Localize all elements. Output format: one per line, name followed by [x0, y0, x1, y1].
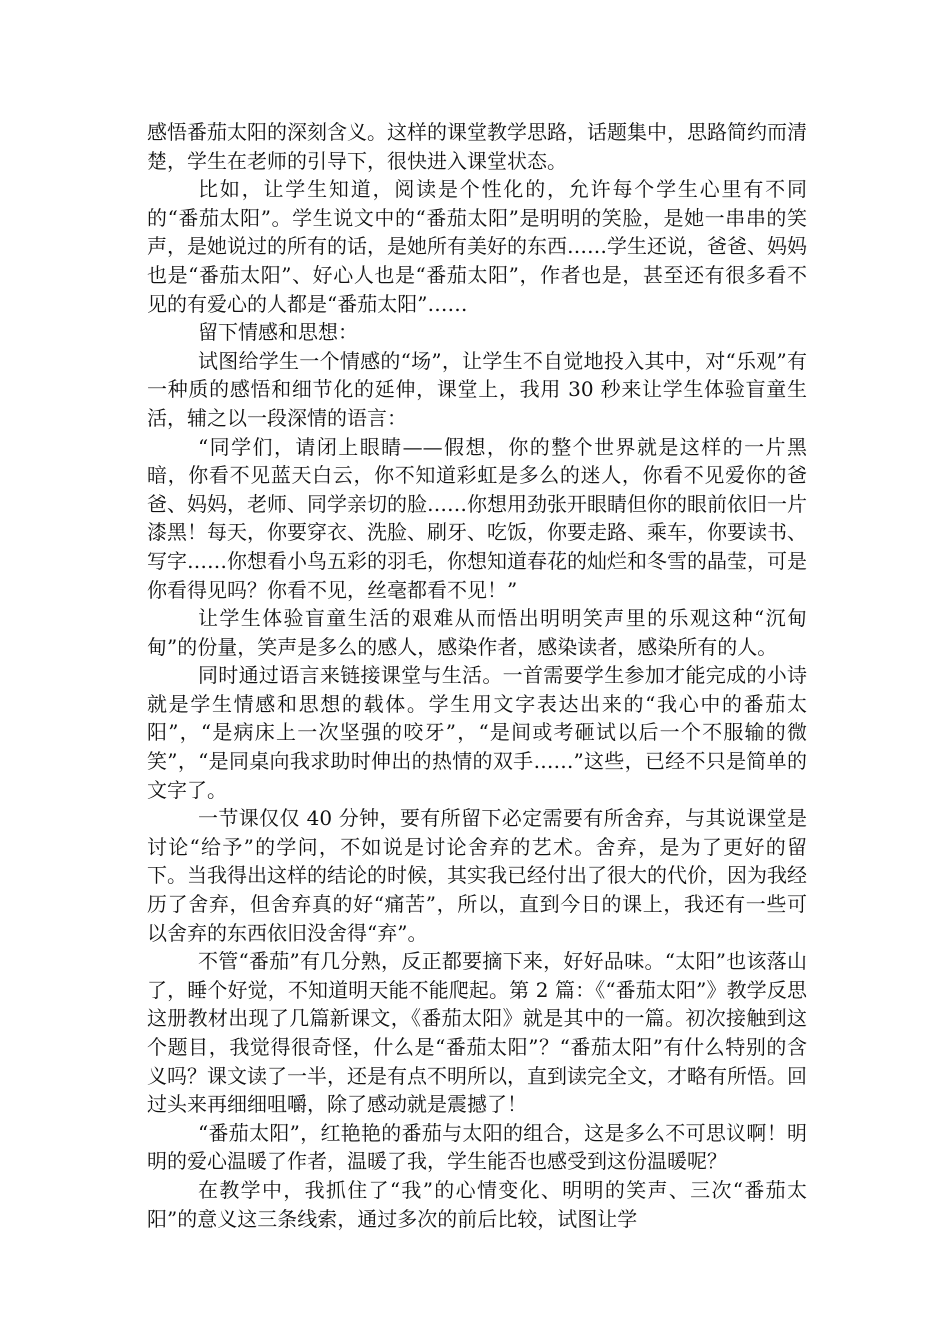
- paragraph: 比如，让学生知道，阅读是个性化的，允许每个学生心里有不同的“番茄太阳”。学生说文中的“番茄太阳”是明明的笑脸，是她一串串的笑声，是她说过的所有的话，是她所有美好的东西……学生还说，爸爸、妈妈也是“番茄太阳”、好心人也是“番茄太阳”，作者也是，甚至还有很多看不见的有爱心的人都是“番茄太阳”……: [147, 177, 807, 316]
- paragraph: 同时通过语言来链接课堂与生活。一首需要学生参加才能完成的小诗就是学生情感和思想的载体。学生用文字表达出来的“我心中的番茄太阳”，“是病床上一次坚强的咬牙”，“是间或考砸试以后一个不服输的微笑”，“是同桌向我求助时伸出的热情的双手……”这些，已经不只是简单的文字了。: [147, 663, 807, 802]
- quote-paragraph: “同学们，请闭上眼睛——假想，你的整个世界就是这样的一片黑暗，你看不见蓝天白云，你不知道彩虹是多么的迷人，你看不见爱你的爸爸、妈妈，老师、同学亲切的脸……你想用劲张开眼睛但你的眼前依旧一片漆黑！每天，你要穿衣、洗脸、刷牙、吃饭，你要走路、乘车，你要读书、写字……你想看小鸟五彩的羽毛，你想知道春花的灿烂和冬雪的晶莹，可是你看得见吗？你看不见，丝毫都看不见！”: [147, 434, 807, 602]
- paragraph: 让学生体验盲童生活的艰难从而悟出明明笑声里的乐观这种“沉甸甸”的份量，笑声是多么的感人，感染作者，感染读者，感染所有的人。: [147, 606, 807, 659]
- paragraph: 试图给学生一个情感的“场”，让学生不自觉地投入其中，对“乐观”有一种质的感悟和细节化的延伸，课堂上，我用 30 秒来让学生体验盲童生活，辅之以一段深情的语言：: [147, 348, 807, 430]
- paragraph-continuation: 感悟番茄太阳的深刻含义。这样的课堂教学思路，话题集中，思路简约而清楚，学生在老师的引导下，很快进入课堂状态。: [147, 120, 807, 173]
- paragraph: 在教学中，我抓住了“我”的心情变化、明明的笑声、三次“番茄太阳”的意义这三条线索，通过多次的前后比较，试图让学: [147, 1177, 807, 1231]
- document-body: [147, 118, 807, 1233]
- section-heading: 留下情感和思想：: [198, 320, 358, 345]
- paragraph: 不管“番茄”有几分熟，反正都要摘下来，好好品味。“太阳”也该落山了，睡个好觉，不知道明天能不能爬起。第 2 篇：《“番茄太阳”》教学反思这册教材出现了几篇新课文，《番茄太阳》就是其中的一篇。初次接触到这个题目，我觉得很奇怪，什么是“番茄太阳”？“番茄太阳”有什么特别的含义吗？课文读了一半，还是有点不明所以，直到读完全文，才略有所悟。回过头来再细细咀嚼，除了感动就是震撼了！: [147, 949, 807, 1117]
- paragraph: “番茄太阳”，红艳艳的番茄与太阳的组合，这是多么不可思议啊！明明的爱心温暖了作者，温暖了我，学生能否也感受到这份温暖呢？: [147, 1120, 807, 1174]
- paragraph: 一节课仅仅 40 分钟，要有所留下必定需要有所舍弃，与其说课堂是讨论“给予”的学问，不如说是讨论舍弃的艺术。舍弃，是为了更好的留下。当我得出这样的结论的时候，其实我已经付出了很大的代价，因为我经历了舍弃，但舍弃真的好“痛苦”，所以，直到今日的课上，我还有一些可以舍弃的东西依旧没舍得“弃”。: [147, 806, 807, 945]
